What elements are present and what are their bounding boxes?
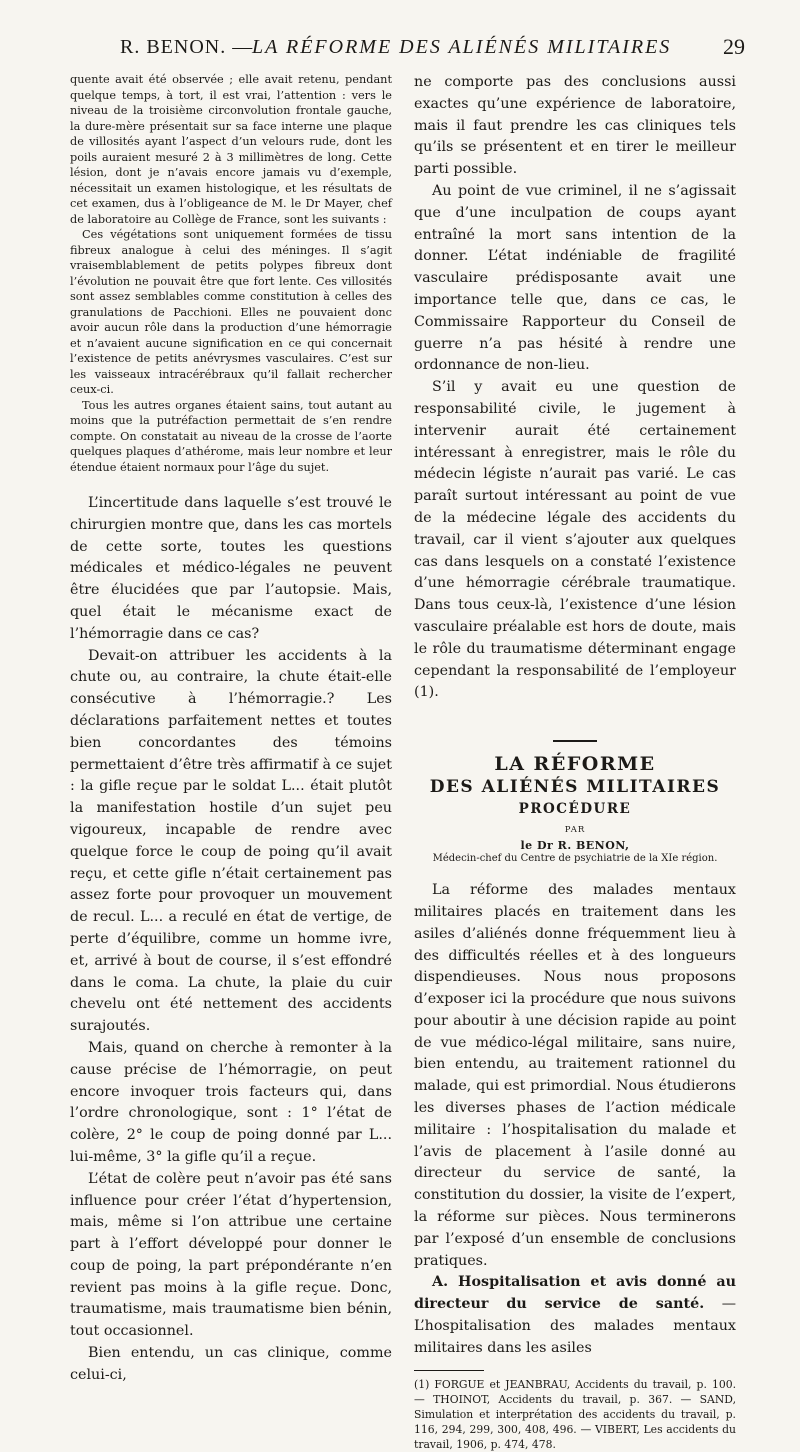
article-title-line1: LA RÉFORME xyxy=(494,753,656,776)
body-paragraph: Mais, quand on cherche à remonter à la cause précise de l’hémorragie, on peut encore invoquer trois facteurs qui, dans l’ordre chronologique, sont : 1° l’état de colère, 2° le coup de poing donné par L... lui-même, 3° la gifle qu’il a reçue. xyxy=(70,1039,392,1165)
left-column xyxy=(70,72,392,1387)
body-paragraph: La réforme des malades mentaux militaires placés en traitement dans les asiles d’aliénés donne fréquemment lieu à des difficultés réelles et à des longueurs dispendieuses. Nous nous proposons d’exposer ici la procédure que nous suivons pour aboutir à une décision rapide au point de vue médico-légal militaire, sans nuire, bien entendu, au traitement rationnel du malade, qui est primordial. Nous étudierons les diverses phases de l’action médicale militaire : l’hospitalisation du malade et l’avis de placement à l’asile donné au directeur du service de santé, la constitution du dossier, la visite de l’expert, la réforme sur pièces. Nous terminerons par l’exposé d’un ensemble de conclusions pratiques. xyxy=(414,882,736,1269)
autopsy-report xyxy=(70,72,392,475)
small-paragraph: Tous les autres organes étaient sains, tout autant au moins que la putréfaction permettait de s’en rendre compte. On constatait au niveau de la crosse de l’aorte quelques plaques d’athérome, mais leur nombre et leur étendue étaient normaux pour l’âge du sujet. xyxy=(70,398,392,474)
page-number: 29 xyxy=(723,34,745,59)
author-affiliation: Médecin-chef du Centre de psychiatrie de la XIe région. xyxy=(432,853,718,865)
footnote: (1) FORGUE et JEANBRAU, Accidents du travail, p. 100. — THOINOT, Accidents du travail, p. 367. — SAND, Simulation et interprétation des accidents du travail, p. 116, 294, 299, 300, 408, 496. — VIBERT, Les accidents du travail, 1906, p. 474, 478. xyxy=(414,1377,736,1451)
right-column xyxy=(414,72,736,1452)
body-paragraph: Devait-on attribuer les accidents à la chute ou, au contraire, la chute était-elle consécutive à l’hémorragie.? Les déclarations parfaitement nettes et toutes bien concordantes des témoins permettaient d’être très affirmatif à ce sujet : la gifle reçue par le soldat L... était plutôt la manifestation hostile d’un sujet peu vigoureux, incapable de rendre avec quelque force le coup de poing qu’il avait reçu, et cette gifle n’était certainement pas assez forte pour provoquer un mouvement de recul. L... a reculé en état de vertige, de perte d’équilibre, comme un homme ivre, et, arrivé à bout de course, il s’est effondré dans le coma. La chute, la plaie du cuir chevelu ont été nettement des accidents surajoutés. xyxy=(70,647,392,1035)
body-paragraph: L’état de colère peut n’avoir pas été sans influence pour créer l’état d’hypertension, mais, même si l’on attribue une certaine part à l’effort développé pour donner le coup de poing, la part prépondérante n’en revient pas moins à la gifle reçue. Donc, traumatisme, mais traumatisme bien bénin, tout occasionnel. xyxy=(70,1170,392,1340)
article-subtitle: PROCÉDURE xyxy=(518,801,632,818)
body-paragraph: ne comporte pas des conclusions aussi exactes qu’une expérience de laboratoire, mais il faut prendre les cas cliniques tels qu’ils se présentent et en tirer le meilleur parti possible. xyxy=(414,74,736,178)
footnote-rule xyxy=(414,1370,484,1371)
discussion xyxy=(70,493,392,1387)
small-paragraph: quente avait été observée ; elle avait retenu, pendant quelque temps, à tort, il est vrai, l’attention : vers le niveau de la troisième circonvolution frontale gauche, la dure-mère présentait sur sa face interne une plaque de villosités ayant l’aspect d’un velours rude, dont les poils auraient mesuré 2 à 3 millimètres de long. Cette lésion, dont je n’avais encore jamais vu d’exemple, nécessitait un examen histologique, et les résultats de cet examen, dus à l’obligeance de M. le Dr Mayer, chef de laboratoire au Collège de France, sont les suivants : xyxy=(70,73,392,226)
running-title: LA RÉFORME DES ALIÉNÉS MILITAIRES xyxy=(252,36,672,58)
running-header xyxy=(70,32,745,68)
body-paragraph: S’il y avait eu une question de responsabilité civile, le jugement à intervenir aurait été certainement intéressant à enregistrer, mais le rôle du médecin légiste n’aurait pas varié. Le cas paraît surtout intéressant au point de vue de la médecine légale des accidents du travail, car il vient s’ajouter aux quelques cas dans lesquels on a constaté l’existence d’une hémorragie cérébrale traumatique. Dans tous ceux-là, l’existence d’une lésion vasculaire préalable est hors de doute, mais le rôle du traumatisme déterminant engage cependant la responsabilité de l’employeur (1). xyxy=(414,379,736,701)
by-label: PAR xyxy=(564,825,586,836)
body-paragraph: Au point de vue criminel, il ne s’agissait que d’une inculpation de coups ayant entraîné la mort sans intention de la donner. L’état indéniable de fragilité vasculaire prédisposante avait une importance telle que, dans ce cas, le Commissaire Rapporteur du Conseil de guerre n’a pas hésité à rendre une ordonnance de non-lieu. xyxy=(414,182,736,374)
small-paragraph: Ces végétations sont uniquement formées de tissu fibreux analogue à celui des méninges. Il s’agit vraisemblablement de petits polypes fibreux dont l’évolution ne pouvait être que fort lente. Ces villosités sont assez semblables comme constitution à celles des granulations de Pacchioni. Elles ne pouvaient donc avoir aucun rôle dans la production d’une hémorragie et n’avaient aucune signification en ce qui concernait l’existence de petits anévrysmes vasculaires. C’est sur les vaisseaux intracérébraux qu’il fallait rechercher ceux-ci. xyxy=(70,228,392,396)
body-paragraph: L’incertitude dans laquelle s’est trouvé le chirurgien montre que, dans les cas mortels de cette sorte, toutes les questions médicales et médico-légales ne peuvent être élucidées que par l’autopsie. Mais, quel était le mécanisme exact de l’hémorragie dans ce cas? xyxy=(70,495,392,642)
article-title xyxy=(414,752,736,819)
author-byline: le Dr R. BENON, xyxy=(520,839,630,853)
section-a-paragraph xyxy=(414,1272,736,1359)
article-title-line2: DES ALIÉNÉS MILITAIRES xyxy=(429,777,721,798)
continuation xyxy=(414,72,736,704)
running-author: R. BENON. — xyxy=(120,36,254,58)
section-text: — L’hospitalisation des malades mentaux militaires dans les asiles xyxy=(414,1296,736,1356)
section-divider xyxy=(553,740,597,742)
article-body xyxy=(414,880,736,1360)
section-heading: A. Hospitalisation et avis donné au directeur du service de santé. xyxy=(414,1274,736,1313)
body-paragraph: Bien entendu, un cas clinique, comme celui-ci, xyxy=(70,1345,392,1383)
